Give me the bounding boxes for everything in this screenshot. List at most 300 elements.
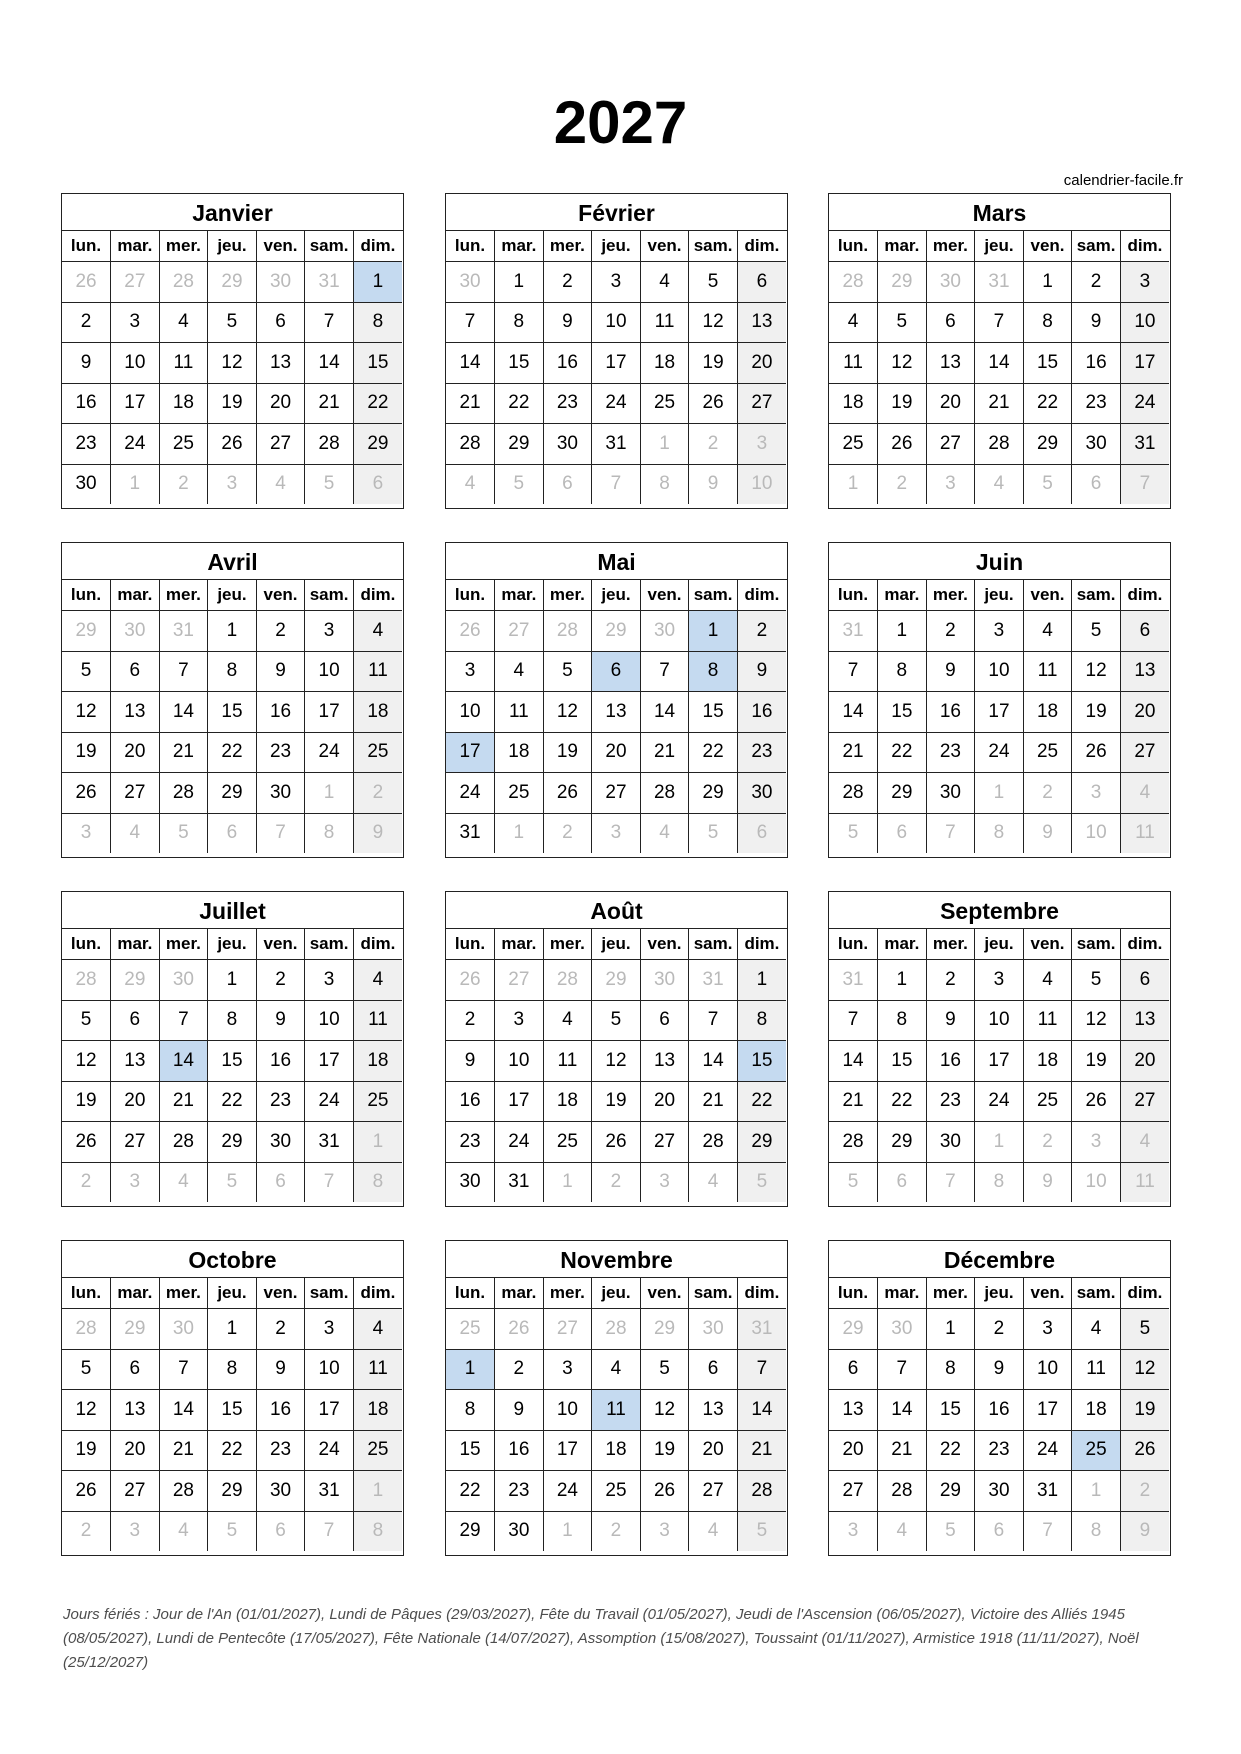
day-cell: 29 xyxy=(208,773,257,814)
weekday-header: dim. xyxy=(353,580,402,611)
day-cell: 6 xyxy=(256,1162,305,1202)
day-cell: 9 xyxy=(737,651,786,692)
week-row xyxy=(829,692,1169,733)
weekday-header: sam. xyxy=(689,1278,738,1309)
day-cell: 28 xyxy=(159,773,208,814)
day-cell: 7 xyxy=(305,1162,354,1202)
month-title: Juillet xyxy=(62,892,403,929)
day-cell: 31 xyxy=(305,1471,354,1512)
day-cell: 2 xyxy=(975,1309,1024,1350)
day-cell: 8 xyxy=(1072,1511,1121,1551)
day-cell: 3 xyxy=(111,1511,160,1551)
day-cell: 7 xyxy=(829,651,878,692)
day-cell: 29 xyxy=(842,1317,864,1339)
month-title: Août xyxy=(446,892,787,929)
week-row xyxy=(62,1122,402,1163)
day-cell: 8 xyxy=(878,1000,927,1041)
day-cell: 18 xyxy=(159,383,208,424)
day-cell: 19 xyxy=(592,1081,641,1122)
weekday-header: mar. xyxy=(111,231,160,262)
weekday-header: mar. xyxy=(495,929,544,960)
day-cell: 29 xyxy=(1023,424,1072,465)
day-cell: 23 xyxy=(926,732,975,773)
day-cell: 20 xyxy=(111,732,160,773)
weekday-header: jeu. xyxy=(975,580,1024,611)
day-cell: 4 xyxy=(1120,773,1169,814)
day-cell: 5 xyxy=(878,302,927,343)
day-cell: 3 xyxy=(495,1000,544,1041)
day-cell: 11 xyxy=(1023,1000,1072,1041)
day-cell: 5 xyxy=(926,1511,975,1551)
day-cell: 31 xyxy=(1023,1471,1072,1512)
day-cell: 21 xyxy=(737,1430,786,1471)
day-cell: 7 xyxy=(305,302,354,343)
week-row xyxy=(62,424,402,465)
day-cell: 2 xyxy=(737,611,786,652)
week-row xyxy=(62,1000,402,1041)
day-cell: 7 xyxy=(975,302,1024,343)
day-cell: 30 xyxy=(640,960,689,1001)
day-cell: 4 xyxy=(829,302,878,343)
day-cell: 1 xyxy=(353,1122,402,1163)
week-row xyxy=(829,262,1169,303)
day-cell: 6 xyxy=(256,1511,305,1551)
day-cell: 30 xyxy=(1072,424,1121,465)
week-row xyxy=(829,651,1169,692)
day-cell: 25 xyxy=(543,1122,592,1163)
day-cell: 5 xyxy=(543,651,592,692)
day-cell: 3 xyxy=(829,1511,878,1551)
day-cell: 19 xyxy=(62,1430,111,1471)
day-cell: 24 xyxy=(495,1122,544,1163)
day-cell: 2 xyxy=(62,302,111,343)
week-row xyxy=(446,813,786,853)
month-title: Avril xyxy=(62,543,403,580)
day-cell: 15 xyxy=(446,1430,495,1471)
day-cell: 17 xyxy=(305,1041,354,1082)
week-row xyxy=(446,773,786,814)
week-row xyxy=(446,692,786,733)
day-cell: 27 xyxy=(1120,1081,1169,1122)
holidays-footnote: Jours fériés : Jour de l'An (01/01/2027), Lundi de Pâques (29/03/2027), Fête du Travail (01/05/2027), Jeudi de l'Ascension (06/05/2027), Victoire des Alliés 1945 (08/05/2027), Lundi de Pentecôte (17/05/2027), Fête Nationale (14/07/2027), Assomption (15/08/2027), Toussaint (01/11/2027), Armistice 1918 (11/11/2027), Noël (25/12/2027) xyxy=(63,1606,1139,1671)
day-cell: 30 xyxy=(495,1511,544,1551)
day-cell: 20 xyxy=(926,383,975,424)
weekday-header: dim. xyxy=(737,929,786,960)
day-cell: 25 xyxy=(640,383,689,424)
week-row xyxy=(62,692,402,733)
week-row xyxy=(62,464,402,504)
day-cell: 21 xyxy=(878,1430,927,1471)
day-cell: 24 xyxy=(305,1081,354,1122)
day-cell: 15 xyxy=(495,343,544,384)
day-cell: 11 xyxy=(1120,813,1169,853)
day-cell: 11 xyxy=(829,343,878,384)
day-cell: 12 xyxy=(878,343,927,384)
day-cell: 22 xyxy=(208,1430,257,1471)
weekday-header: lun. xyxy=(829,929,878,960)
day-cell: 29 xyxy=(446,1511,495,1551)
week-row xyxy=(829,1041,1169,1082)
day-cell: 25 xyxy=(1072,1430,1121,1471)
day-cell: 9 xyxy=(353,813,402,853)
day-cell: 8 xyxy=(878,651,927,692)
day-cell: 25 xyxy=(829,424,878,465)
week-row xyxy=(829,302,1169,343)
month-6 xyxy=(828,542,1171,858)
day-cell: 11 xyxy=(1120,1162,1169,1202)
day-cell: 20 xyxy=(111,1430,160,1471)
day-cell: 10 xyxy=(975,651,1024,692)
weekday-header: dim. xyxy=(737,1278,786,1309)
day-cell: 2 xyxy=(926,611,975,652)
day-cell: 16 xyxy=(975,1390,1024,1431)
day-cell: 5 xyxy=(208,1162,257,1202)
week-row xyxy=(829,1162,1169,1202)
day-cell: 1 xyxy=(111,464,160,504)
day-cell: 22 xyxy=(1023,383,1072,424)
day-cell: 2 xyxy=(1072,262,1121,303)
day-cell: 14 xyxy=(878,1390,927,1431)
weekday-header: lun. xyxy=(62,231,111,262)
day-cell: 20 xyxy=(737,343,786,384)
day-cell: 17 xyxy=(111,383,160,424)
day-cell: 1 xyxy=(926,1309,975,1350)
day-cell: 5 xyxy=(829,1162,878,1202)
day-cell: 23 xyxy=(975,1430,1024,1471)
day-cell: 28 xyxy=(543,611,592,652)
weekday-header: mar. xyxy=(111,1278,160,1309)
day-cell: 9 xyxy=(1023,1162,1072,1202)
day-cell: 23 xyxy=(446,1122,495,1163)
day-cell: 14 xyxy=(829,1041,878,1082)
day-cell: 11 xyxy=(353,651,402,692)
day-cell: 4 xyxy=(159,1511,208,1551)
day-cell: 9 xyxy=(926,1000,975,1041)
day-cell: 7 xyxy=(159,1349,208,1390)
day-cell: 9 xyxy=(256,1000,305,1041)
week-row xyxy=(829,383,1169,424)
day-cell: 3 xyxy=(305,960,354,1001)
day-cell: 1 xyxy=(208,611,257,652)
day-cell: 15 xyxy=(737,1041,786,1082)
day-cell: 27 xyxy=(926,424,975,465)
week-row xyxy=(62,960,402,1001)
month-title: Février xyxy=(446,194,787,231)
day-cell: 5 xyxy=(62,1349,111,1390)
weekday-header: mar. xyxy=(878,231,927,262)
day-cell: 28 xyxy=(829,773,878,814)
weekday-header: ven. xyxy=(1023,580,1072,611)
day-cell: 21 xyxy=(159,732,208,773)
day-cell: 29 xyxy=(640,1309,689,1350)
day-cell: 6 xyxy=(543,464,592,504)
week-row xyxy=(446,1041,786,1082)
week-row xyxy=(446,651,786,692)
day-cell: 30 xyxy=(159,960,208,1001)
day-cell: 10 xyxy=(495,1041,544,1082)
day-cell: 23 xyxy=(495,1471,544,1512)
day-cell: 2 xyxy=(1023,773,1072,814)
weekday-header: dim. xyxy=(353,231,402,262)
calendar-year-title: 2027 xyxy=(553,89,688,156)
day-cell: 6 xyxy=(878,813,927,853)
week-row xyxy=(829,1471,1169,1512)
day-cell: 2 xyxy=(353,773,402,814)
weekday-header: jeu. xyxy=(208,580,257,611)
week-row xyxy=(62,813,402,853)
day-cell: 8 xyxy=(353,302,402,343)
day-cell: 17 xyxy=(495,1081,544,1122)
day-cell: 6 xyxy=(926,302,975,343)
day-cell: 31 xyxy=(975,262,1024,303)
day-cell: 9 xyxy=(926,651,975,692)
day-cell: 13 xyxy=(829,1390,878,1431)
day-cell: 28 xyxy=(842,270,864,292)
day-cell: 16 xyxy=(543,343,592,384)
weekday-header: jeu. xyxy=(975,929,1024,960)
day-cell: 29 xyxy=(75,619,97,641)
day-cell: 14 xyxy=(159,1041,208,1082)
day-cell: 24 xyxy=(592,383,641,424)
day-cell: 7 xyxy=(926,813,975,853)
day-cell: 19 xyxy=(208,383,257,424)
weekday-header: mer. xyxy=(543,580,592,611)
day-cell: 6 xyxy=(111,1349,160,1390)
day-cell: 12 xyxy=(62,692,111,733)
day-cell: 23 xyxy=(256,732,305,773)
week-row xyxy=(446,732,786,773)
day-cell: 19 xyxy=(62,732,111,773)
day-cell: 1 xyxy=(1072,1471,1121,1512)
day-cell: 6 xyxy=(1072,464,1121,504)
week-row xyxy=(62,1390,402,1431)
day-cell: 28 xyxy=(159,262,208,303)
day-cell: 21 xyxy=(446,383,495,424)
day-cell: 1 xyxy=(543,1162,592,1202)
day-cell: 28 xyxy=(975,424,1024,465)
weekday-header: mer. xyxy=(159,1278,208,1309)
day-cell: 16 xyxy=(62,383,111,424)
day-cell: 12 xyxy=(592,1041,641,1082)
month-grid xyxy=(829,929,1169,1202)
day-cell: 30 xyxy=(926,262,975,303)
day-cell: 12 xyxy=(1120,1349,1169,1390)
day-cell: 14 xyxy=(159,692,208,733)
day-cell: 2 xyxy=(878,464,927,504)
day-cell: 22 xyxy=(689,732,738,773)
day-cell: 21 xyxy=(829,1081,878,1122)
day-cell: 25 xyxy=(159,424,208,465)
day-cell: 3 xyxy=(975,611,1024,652)
day-cell: 15 xyxy=(689,692,738,733)
day-cell: 18 xyxy=(1023,1041,1072,1082)
month-5 xyxy=(445,542,788,858)
day-cell: 4 xyxy=(543,1000,592,1041)
weekday-header: mar. xyxy=(878,1278,927,1309)
day-cell: 13 xyxy=(1120,1000,1169,1041)
weekday-header: mer. xyxy=(159,231,208,262)
week-row xyxy=(829,1000,1169,1041)
day-cell: 2 xyxy=(1120,1471,1169,1512)
weekday-header: dim. xyxy=(1120,231,1169,262)
day-cell: 26 xyxy=(878,424,927,465)
weekday-header: dim. xyxy=(353,1278,402,1309)
day-cell: 5 xyxy=(62,651,111,692)
day-cell: 13 xyxy=(111,1041,160,1082)
day-cell: 16 xyxy=(446,1081,495,1122)
weekday-header: mar. xyxy=(111,580,160,611)
day-cell: 15 xyxy=(1023,343,1072,384)
day-cell: 23 xyxy=(543,383,592,424)
day-cell: 11 xyxy=(640,302,689,343)
day-cell: 7 xyxy=(926,1162,975,1202)
weekday-header: mar. xyxy=(495,1278,544,1309)
week-row xyxy=(62,262,402,303)
week-row xyxy=(446,262,786,303)
week-row xyxy=(62,732,402,773)
day-cell: 2 xyxy=(256,960,305,1001)
day-cell: 6 xyxy=(592,651,641,692)
day-cell: 20 xyxy=(640,1081,689,1122)
day-cell: 31 xyxy=(689,960,738,1001)
month-title: Juin xyxy=(829,543,1170,580)
week-row xyxy=(62,1081,402,1122)
day-cell: 18 xyxy=(543,1081,592,1122)
weekday-header: lun. xyxy=(829,1278,878,1309)
week-row xyxy=(829,611,1169,652)
day-cell: 28 xyxy=(159,1122,208,1163)
week-row xyxy=(829,424,1169,465)
day-cell: 2 xyxy=(689,424,738,465)
month-grid xyxy=(62,1278,402,1551)
day-cell: 4 xyxy=(689,1511,738,1551)
day-cell: 23 xyxy=(1072,383,1121,424)
day-cell: 4 xyxy=(975,464,1024,504)
weekday-header: lun. xyxy=(446,929,495,960)
day-cell: 27 xyxy=(111,773,160,814)
day-cell: 13 xyxy=(111,1390,160,1431)
day-cell: 14 xyxy=(829,692,878,733)
day-cell: 24 xyxy=(111,424,160,465)
day-cell: 1 xyxy=(1023,262,1072,303)
day-cell: 13 xyxy=(592,692,641,733)
week-row xyxy=(62,343,402,384)
day-cell: 5 xyxy=(640,1349,689,1390)
day-cell: 26 xyxy=(75,270,97,292)
day-cell: 13 xyxy=(737,302,786,343)
month-grid xyxy=(829,231,1169,504)
weekday-header: jeu. xyxy=(975,231,1024,262)
day-cell: 3 xyxy=(1120,262,1169,303)
day-cell: 4 xyxy=(1072,1309,1121,1350)
day-cell: 8 xyxy=(208,1349,257,1390)
day-cell: 28 xyxy=(737,1471,786,1512)
day-cell: 28 xyxy=(829,1122,878,1163)
week-row xyxy=(446,1511,786,1551)
day-cell: 10 xyxy=(737,464,786,504)
day-cell: 7 xyxy=(878,1349,927,1390)
month-8 xyxy=(445,891,788,1207)
day-cell: 26 xyxy=(543,773,592,814)
day-cell: 12 xyxy=(543,692,592,733)
day-cell: 29 xyxy=(208,1471,257,1512)
day-cell: 8 xyxy=(926,1349,975,1390)
day-cell: 19 xyxy=(640,1430,689,1471)
day-cell: 19 xyxy=(1120,1390,1169,1431)
day-cell: 19 xyxy=(689,343,738,384)
day-cell: 29 xyxy=(878,1122,927,1163)
day-cell: 18 xyxy=(592,1430,641,1471)
week-row xyxy=(446,1390,786,1431)
day-cell: 1 xyxy=(495,262,544,303)
weekday-header: ven. xyxy=(640,1278,689,1309)
weekday-header: ven. xyxy=(640,231,689,262)
weekday-header: jeu. xyxy=(208,231,257,262)
day-cell: 6 xyxy=(111,651,160,692)
day-cell: 6 xyxy=(878,1162,927,1202)
week-row xyxy=(829,960,1169,1001)
day-cell: 23 xyxy=(926,1081,975,1122)
weekday-header: mer. xyxy=(543,929,592,960)
day-cell: 29 xyxy=(495,424,544,465)
weekday-header: jeu. xyxy=(975,1278,1024,1309)
weekday-header: mer. xyxy=(926,929,975,960)
day-cell: 1 xyxy=(737,960,786,1001)
day-cell: 1 xyxy=(829,464,878,504)
day-cell: 4 xyxy=(159,302,208,343)
day-cell: 3 xyxy=(592,813,641,853)
day-cell: 31 xyxy=(305,262,354,303)
weekday-header: sam. xyxy=(1072,1278,1121,1309)
weekday-header: lun. xyxy=(446,231,495,262)
day-cell: 27 xyxy=(737,383,786,424)
week-row xyxy=(829,343,1169,384)
day-cell: 3 xyxy=(737,424,786,465)
week-row xyxy=(62,773,402,814)
weekday-header: lun. xyxy=(829,231,878,262)
day-cell: 7 xyxy=(737,1349,786,1390)
day-cell: 5 xyxy=(689,813,738,853)
day-cell: 4 xyxy=(353,1309,402,1350)
day-cell: 6 xyxy=(256,302,305,343)
day-cell: 4 xyxy=(1023,611,1072,652)
day-cell: 23 xyxy=(62,424,111,465)
day-cell: 18 xyxy=(1023,692,1072,733)
day-cell: 25 xyxy=(1023,1081,1072,1122)
month-9 xyxy=(828,891,1171,1207)
day-cell: 30 xyxy=(256,1471,305,1512)
day-cell: 5 xyxy=(829,813,878,853)
day-cell: 29 xyxy=(592,960,641,1001)
day-cell: 15 xyxy=(353,343,402,384)
day-cell: 22 xyxy=(353,383,402,424)
day-cell: 1 xyxy=(353,1471,402,1512)
day-cell: 3 xyxy=(305,1309,354,1350)
day-cell: 17 xyxy=(305,1390,354,1431)
day-cell: 3 xyxy=(640,1511,689,1551)
weekday-header: lun. xyxy=(446,1278,495,1309)
day-cell: 29 xyxy=(926,1471,975,1512)
weekday-header: dim. xyxy=(737,231,786,262)
week-row xyxy=(829,1309,1169,1350)
day-cell: 20 xyxy=(689,1430,738,1471)
day-cell: 20 xyxy=(829,1430,878,1471)
day-cell: 15 xyxy=(878,1041,927,1082)
day-cell: 8 xyxy=(353,1162,402,1202)
day-cell: 10 xyxy=(592,302,641,343)
day-cell: 11 xyxy=(1023,651,1072,692)
day-cell: 6 xyxy=(1120,611,1169,652)
